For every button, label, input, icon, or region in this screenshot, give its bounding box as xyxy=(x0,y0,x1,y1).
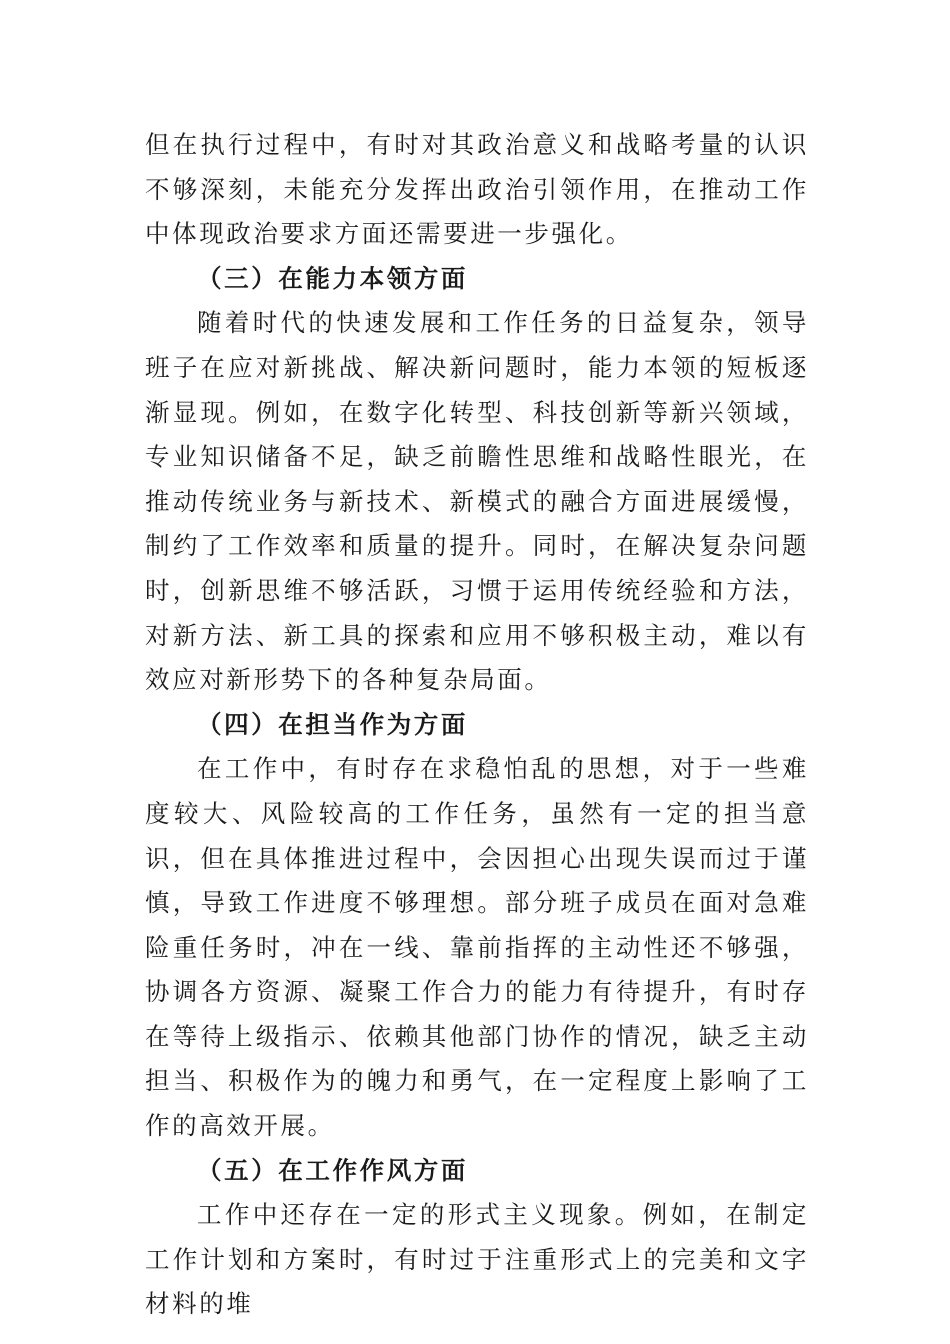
section-5-heading: （五）在工作作风方面 xyxy=(197,1155,468,1185)
section-3-paragraph: 随着时代的快速发展和工作任务的日益复杂，领导班子在应对新挑战、解决新问题时，能力本领的短板逐渐显现。例如，在数字化转型、科技创新等新兴领域，专业知识储备不足，缺乏前瞻性思维和战略性眼光，在推动传统业务与新技术、新模式的融合方面进展缓慢，制约了工作效率和质量的提升。同时，在解决复杂问题时，创新思维不够活跃，习惯于运用传统经验和方法，对新方法、新工具的探索和应用不够积极主动，难以有效应对新形势下的各种复杂局面。 xyxy=(145,308,809,695)
section-4-heading: （四）在担当作为方面 xyxy=(197,709,468,739)
section-4-paragraph: 在工作中，有时存在求稳怕乱的思想，对于一些难度较大、风险较高的工作任务，虽然有一定的担当意识，但在具体推进过程中，会因担心出现失误而过于谨慎，导致工作进度不够理想。部分班子成员在面对急难险重任务时，冲在一线、靠前指挥的主动性还不够强，协调各方资源、凝聚工作合力的能力有待提升，有时存在等待上级指示、依赖其他部门协作的情况，缺乏主动担当、积极作为的魄力和勇气，在一定程度上影响了工作的高效开展。 xyxy=(145,754,809,1141)
document-body xyxy=(145,123,809,1327)
section-5-paragraph: 工作中还存在一定的形式主义现象。例如，在制定工作计划和方案时，有时过于注重形式上的完美和文字材料的堆 xyxy=(145,1200,809,1319)
continued-paragraph: 但在执行过程中，有时对其政治意义和战略考量的认识不够深刻，未能充分发挥出政治引领作用，在推动工作中体现政治要求方面还需要进一步强化。 xyxy=(145,130,809,249)
section-3-heading: （三）在能力本领方面 xyxy=(197,263,468,293)
